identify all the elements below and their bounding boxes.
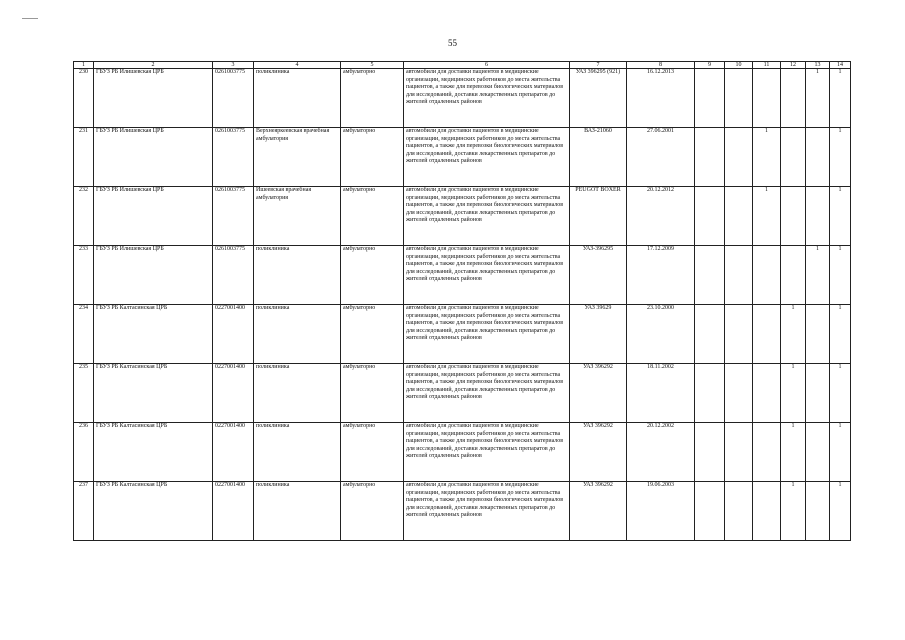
row-number: 230	[74, 69, 94, 128]
scan-artifact-dash	[22, 18, 38, 19]
column-number-12: 12	[781, 62, 806, 69]
table-row	[74, 187, 851, 246]
col14-cell: 1	[830, 187, 851, 246]
table-row	[74, 423, 851, 482]
column-number-1: 1	[74, 62, 94, 69]
organization-cell: ГБУЗ РБ Калтасинская ЦРБ	[94, 423, 213, 482]
care-type-cell: амбулаторно	[341, 423, 404, 482]
organization-cell: ГБУЗ РБ Илишевская ЦРБ	[94, 69, 213, 128]
col9-cell	[695, 482, 725, 541]
department-cell: поликлиника	[254, 364, 341, 423]
organization-cell: ГБУЗ РБ Илишевская ЦРБ	[94, 246, 213, 305]
row-number: 235	[74, 364, 94, 423]
col10-cell	[725, 246, 753, 305]
col13-cell	[806, 482, 830, 541]
col13-cell	[806, 364, 830, 423]
col14-cell: 1	[830, 364, 851, 423]
col14-cell: 1	[830, 305, 851, 364]
column-number-4: 4	[254, 62, 341, 69]
col10-cell	[725, 364, 753, 423]
col14-cell: 1	[830, 128, 851, 187]
date-cell: 18.11.2002	[627, 364, 695, 423]
row-number: 231	[74, 128, 94, 187]
col11-cell	[753, 69, 781, 128]
column-number-11: 11	[753, 62, 781, 69]
vehicle-model-cell: УАЗ-396295	[570, 246, 627, 305]
col9-cell	[695, 69, 725, 128]
purpose-cell: автомобили для доставки пациентов в медицинские организации, медицинских работников до места жительства пациентов, а также для перевозки биологических материалов для исследований, доставки лекарственных препаратов до жителей отдаленных районов	[404, 305, 570, 364]
column-number-9: 9	[695, 62, 725, 69]
col13-cell: 1	[806, 246, 830, 305]
col12-cell	[781, 246, 806, 305]
column-number-5: 5	[341, 62, 404, 69]
row-number: 233	[74, 246, 94, 305]
care-type-cell: амбулаторно	[341, 364, 404, 423]
organization-cell: ГБУЗ РБ Калтасинская ЦРБ	[94, 482, 213, 541]
col12-cell	[781, 187, 806, 246]
date-cell: 19.06.2003	[627, 482, 695, 541]
col9-cell	[695, 187, 725, 246]
vehicle-model-cell: УАЗ 396292	[570, 364, 627, 423]
col14-cell: 1	[830, 482, 851, 541]
col11-cell: 1	[753, 128, 781, 187]
col13-cell	[806, 305, 830, 364]
table-row	[74, 364, 851, 423]
purpose-cell: автомобили для доставки пациентов в медицинские организации, медицинских работников до места жительства пациентов, а также для перевозки биологических материалов для исследований, доставки лекарственных препаратов до жителей отдаленных районов	[404, 423, 570, 482]
col13-cell	[806, 128, 830, 187]
col10-cell	[725, 423, 753, 482]
col11-cell	[753, 246, 781, 305]
table-row	[74, 482, 851, 541]
care-type-cell: амбулаторно	[341, 187, 404, 246]
table-body	[74, 69, 851, 541]
col10-cell	[725, 128, 753, 187]
date-cell: 20.12.2002	[627, 423, 695, 482]
vehicle-model-cell: УАЗ 39629	[570, 305, 627, 364]
vehicle-model-cell: УАЗ 396292	[570, 482, 627, 541]
vehicle-model-cell: УАЗ 396295 (921)	[570, 69, 627, 128]
care-type-cell: амбулаторно	[341, 69, 404, 128]
inn-cell: 0227001400	[213, 364, 254, 423]
vehicle-model-cell: ВАЗ-21060	[570, 128, 627, 187]
organization-cell: ГБУЗ РБ Илишевская ЦРБ	[94, 128, 213, 187]
date-cell: 23.10.2000	[627, 305, 695, 364]
row-number: 234	[74, 305, 94, 364]
col11-cell	[753, 364, 781, 423]
inn-cell: 0261003775	[213, 128, 254, 187]
row-number: 236	[74, 423, 94, 482]
department-cell: поликлиника	[254, 482, 341, 541]
table-row	[74, 69, 851, 128]
vehicle-register-table	[73, 61, 851, 541]
col12-cell: 1	[781, 423, 806, 482]
column-number-13: 13	[806, 62, 830, 69]
column-number-row	[74, 62, 851, 69]
department-cell: Верхнеяркеевская врачебная амбулатория	[254, 128, 341, 187]
purpose-cell: автомобили для доставки пациентов в медицинские организации, медицинских работников до места жительства пациентов, а также для перевозки биологических материалов для исследований, доставки лекарственных препаратов до жителей отдаленных районов	[404, 482, 570, 541]
col13-cell	[806, 423, 830, 482]
inn-cell: 0227001400	[213, 482, 254, 541]
department-cell: поликлиника	[254, 246, 341, 305]
column-number-3: 3	[213, 62, 254, 69]
purpose-cell: автомобили для доставки пациентов в медицинские организации, медицинских работников до места жительства пациентов, а также для перевозки биологических материалов для исследований, доставки лекарственных препаратов до жителей отдаленных районов	[404, 187, 570, 246]
department-cell: поликлиника	[254, 69, 341, 128]
col14-cell: 1	[830, 246, 851, 305]
care-type-cell: амбулаторно	[341, 246, 404, 305]
col12-cell	[781, 128, 806, 187]
care-type-cell: амбулаторно	[341, 128, 404, 187]
care-type-cell: амбулаторно	[341, 482, 404, 541]
row-number: 232	[74, 187, 94, 246]
inn-cell: 0227001400	[213, 305, 254, 364]
col9-cell	[695, 128, 725, 187]
purpose-cell: автомобили для доставки пациентов в медицинские организации, медицинских работников до места жительства пациентов, а также для перевозки биологических материалов для исследований, доставки лекарственных препаратов до жителей отдаленных районов	[404, 364, 570, 423]
purpose-cell: автомобили для доставки пациентов в медицинские организации, медицинских работников до места жительства пациентов, а также для перевозки биологических материалов для исследований, доставки лекарственных препаратов до жителей отдаленных районов	[404, 246, 570, 305]
department-cell: Ишеевская врачебная амбулатория	[254, 187, 341, 246]
department-cell: поликлиника	[254, 423, 341, 482]
col14-cell: 1	[830, 423, 851, 482]
col12-cell: 1	[781, 305, 806, 364]
col13-cell: 1	[806, 69, 830, 128]
date-cell: 20.12.2012	[627, 187, 695, 246]
date-cell: 16.12.2013	[627, 69, 695, 128]
inn-cell: 0261003775	[213, 246, 254, 305]
col9-cell	[695, 246, 725, 305]
purpose-cell: автомобили для доставки пациентов в медицинские организации, медицинских работников до места жительства пациентов, а также для перевозки биологических материалов для исследований, доставки лекарственных препаратов до жителей отдаленных районов	[404, 128, 570, 187]
table-row	[74, 305, 851, 364]
page-number: 55	[448, 38, 457, 48]
purpose-cell: автомобили для доставки пациентов в медицинские организации, медицинских работников до места жительства пациентов, а также для перевозки биологических материалов для исследований, доставки лекарственных препаратов до жителей отдаленных районов	[404, 69, 570, 128]
date-cell: 27.06.2001	[627, 128, 695, 187]
col12-cell: 1	[781, 364, 806, 423]
column-number-14: 14	[830, 62, 851, 69]
col12-cell	[781, 69, 806, 128]
col10-cell	[725, 305, 753, 364]
col10-cell	[725, 187, 753, 246]
col11-cell	[753, 482, 781, 541]
col10-cell	[725, 69, 753, 128]
organization-cell: ГБУЗ РБ Калтасинская ЦРБ	[94, 305, 213, 364]
col14-cell: 1	[830, 69, 851, 128]
inn-cell: 0227001400	[213, 423, 254, 482]
column-number-10: 10	[725, 62, 753, 69]
inn-cell: 0261003775	[213, 69, 254, 128]
table-row	[74, 128, 851, 187]
row-number: 237	[74, 482, 94, 541]
date-cell: 17.12.2009	[627, 246, 695, 305]
care-type-cell: амбулаторно	[341, 305, 404, 364]
inn-cell: 0261003775	[213, 187, 254, 246]
col9-cell	[695, 364, 725, 423]
col10-cell	[725, 482, 753, 541]
vehicle-model-cell: УАЗ 396292	[570, 423, 627, 482]
vehicle-model-cell: PEUGOT BOXER	[570, 187, 627, 246]
col9-cell	[695, 423, 725, 482]
col13-cell	[806, 187, 830, 246]
col11-cell	[753, 423, 781, 482]
column-number-8: 8	[627, 62, 695, 69]
table-row	[74, 246, 851, 305]
col11-cell	[753, 305, 781, 364]
col11-cell: 1	[753, 187, 781, 246]
organization-cell: ГБУЗ РБ Илишевская ЦРБ	[94, 187, 213, 246]
column-number-2: 2	[94, 62, 213, 69]
column-number-7: 7	[570, 62, 627, 69]
col9-cell	[695, 305, 725, 364]
column-number-6: 6	[404, 62, 570, 69]
organization-cell: ГБУЗ РБ Калтасинская ЦРБ	[94, 364, 213, 423]
department-cell: поликлиника	[254, 305, 341, 364]
col12-cell: 1	[781, 482, 806, 541]
